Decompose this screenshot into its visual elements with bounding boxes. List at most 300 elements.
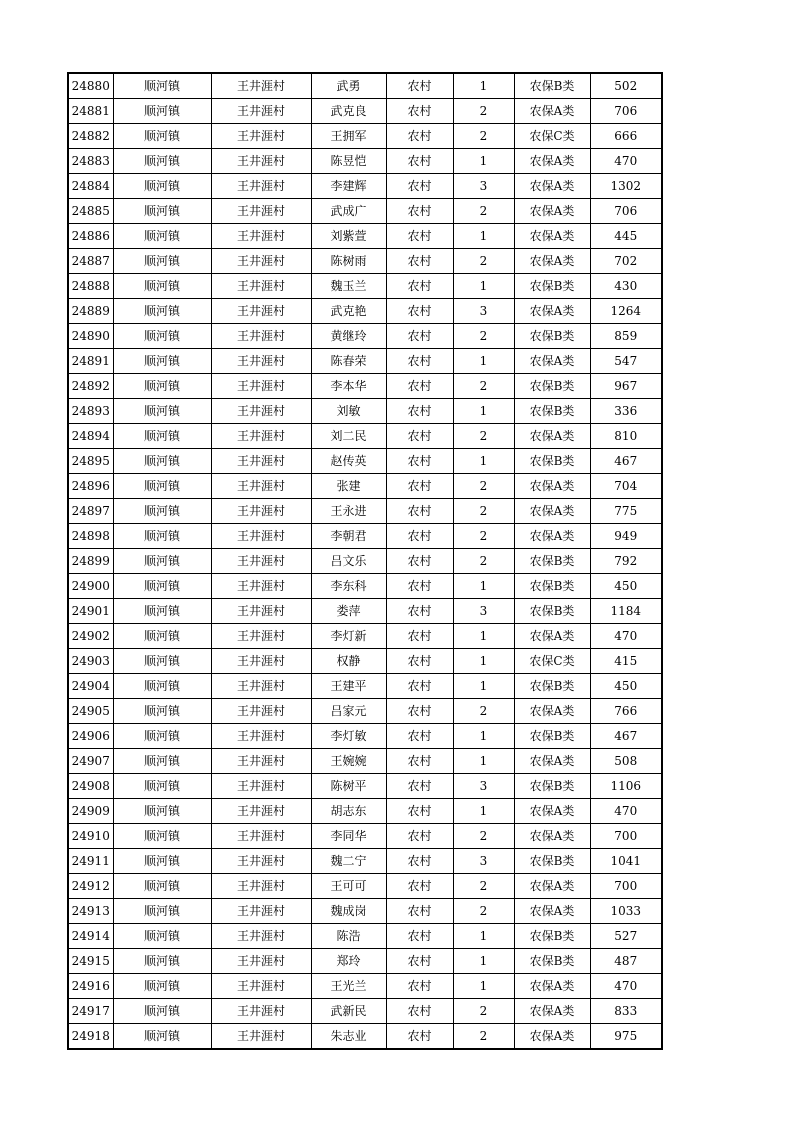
household-type-cell: 农村 <box>386 874 453 899</box>
table-row <box>68 799 662 824</box>
amount-cell: 467 <box>590 724 662 749</box>
category-cell: 农保A类 <box>514 249 590 274</box>
record-id-cell: 24896 <box>68 474 113 499</box>
village-cell: 王井涯村 <box>211 874 311 899</box>
town-cell: 顺河镇 <box>113 374 211 399</box>
name-cell: 王光兰 <box>311 974 386 999</box>
town-cell: 顺河镇 <box>113 449 211 474</box>
amount-cell: 527 <box>590 924 662 949</box>
member-count-cell: 1 <box>453 574 514 599</box>
category-cell: 农保B类 <box>514 274 590 299</box>
record-id-cell: 24880 <box>68 73 113 99</box>
village-cell: 王井涯村 <box>211 574 311 599</box>
household-type-cell: 农村 <box>386 999 453 1024</box>
record-id-cell: 24905 <box>68 699 113 724</box>
table-row <box>68 549 662 574</box>
town-cell: 顺河镇 <box>113 874 211 899</box>
record-id-cell: 24915 <box>68 949 113 974</box>
village-cell: 王井涯村 <box>211 99 311 124</box>
category-cell: 农保A类 <box>514 749 590 774</box>
amount-cell: 833 <box>590 999 662 1024</box>
town-cell: 顺河镇 <box>113 399 211 424</box>
village-cell: 王井涯村 <box>211 299 311 324</box>
category-cell: 农保A类 <box>514 149 590 174</box>
record-id-cell: 24887 <box>68 249 113 274</box>
member-count-cell: 1 <box>453 224 514 249</box>
town-cell: 顺河镇 <box>113 124 211 149</box>
village-cell: 王井涯村 <box>211 524 311 549</box>
amount-cell: 508 <box>590 749 662 774</box>
household-type-cell: 农村 <box>386 274 453 299</box>
village-cell: 王井涯村 <box>211 624 311 649</box>
member-count-cell: 1 <box>453 674 514 699</box>
record-id-cell: 24889 <box>68 299 113 324</box>
village-cell: 王井涯村 <box>211 399 311 424</box>
village-cell: 王井涯村 <box>211 924 311 949</box>
record-id-cell: 24917 <box>68 999 113 1024</box>
town-cell: 顺河镇 <box>113 599 211 624</box>
table-row <box>68 574 662 599</box>
table-row <box>68 124 662 149</box>
member-count-cell: 3 <box>453 599 514 624</box>
name-cell: 赵传英 <box>311 449 386 474</box>
household-type-cell: 农村 <box>386 849 453 874</box>
name-cell: 郑玲 <box>311 949 386 974</box>
village-cell: 王井涯村 <box>211 174 311 199</box>
table-row <box>68 424 662 449</box>
town-cell: 顺河镇 <box>113 574 211 599</box>
name-cell: 黄继玲 <box>311 324 386 349</box>
category-cell: 农保C类 <box>514 649 590 674</box>
table-row <box>68 899 662 924</box>
data-table <box>67 72 663 1050</box>
town-cell: 顺河镇 <box>113 224 211 249</box>
town-cell: 顺河镇 <box>113 699 211 724</box>
category-cell: 农保B类 <box>514 449 590 474</box>
name-cell: 王婉婉 <box>311 749 386 774</box>
village-cell: 王井涯村 <box>211 599 311 624</box>
table-row <box>68 324 662 349</box>
member-count-cell: 1 <box>453 649 514 674</box>
town-cell: 顺河镇 <box>113 424 211 449</box>
table-row <box>68 149 662 174</box>
record-id-cell: 24910 <box>68 824 113 849</box>
amount-cell: 1302 <box>590 174 662 199</box>
table-row <box>68 524 662 549</box>
category-cell: 农保B类 <box>514 849 590 874</box>
record-id-cell: 24918 <box>68 1024 113 1050</box>
record-id-cell: 24898 <box>68 524 113 549</box>
town-cell: 顺河镇 <box>113 999 211 1024</box>
table-row <box>68 174 662 199</box>
category-cell: 农保A类 <box>514 174 590 199</box>
village-cell: 王井涯村 <box>211 474 311 499</box>
member-count-cell: 2 <box>453 549 514 574</box>
record-id-cell: 24908 <box>68 774 113 799</box>
record-id-cell: 24892 <box>68 374 113 399</box>
amount-cell: 1033 <box>590 899 662 924</box>
village-cell: 王井涯村 <box>211 224 311 249</box>
member-count-cell: 1 <box>453 949 514 974</box>
record-id-cell: 24895 <box>68 449 113 474</box>
household-type-cell: 农村 <box>386 1024 453 1050</box>
amount-cell: 467 <box>590 449 662 474</box>
village-cell: 王井涯村 <box>211 449 311 474</box>
town-cell: 顺河镇 <box>113 774 211 799</box>
town-cell: 顺河镇 <box>113 474 211 499</box>
amount-cell: 470 <box>590 624 662 649</box>
household-type-cell: 农村 <box>386 974 453 999</box>
town-cell: 顺河镇 <box>113 499 211 524</box>
record-id-cell: 24911 <box>68 849 113 874</box>
town-cell: 顺河镇 <box>113 73 211 99</box>
town-cell: 顺河镇 <box>113 549 211 574</box>
name-cell: 武勇 <box>311 73 386 99</box>
household-type-cell: 农村 <box>386 349 453 374</box>
table-row <box>68 399 662 424</box>
name-cell: 李建辉 <box>311 174 386 199</box>
town-cell: 顺河镇 <box>113 749 211 774</box>
town-cell: 顺河镇 <box>113 249 211 274</box>
member-count-cell: 2 <box>453 249 514 274</box>
member-count-cell: 1 <box>453 974 514 999</box>
name-cell: 王可可 <box>311 874 386 899</box>
town-cell: 顺河镇 <box>113 799 211 824</box>
amount-cell: 470 <box>590 974 662 999</box>
record-id-cell: 24890 <box>68 324 113 349</box>
category-cell: 农保A类 <box>514 299 590 324</box>
table-body <box>68 73 662 1049</box>
member-count-cell: 2 <box>453 474 514 499</box>
name-cell: 陈春荣 <box>311 349 386 374</box>
amount-cell: 445 <box>590 224 662 249</box>
record-id-cell: 24883 <box>68 149 113 174</box>
name-cell: 陈昱恺 <box>311 149 386 174</box>
member-count-cell: 1 <box>453 274 514 299</box>
name-cell: 吕文乐 <box>311 549 386 574</box>
table-row <box>68 99 662 124</box>
household-type-cell: 农村 <box>386 299 453 324</box>
record-id-cell: 24897 <box>68 499 113 524</box>
town-cell: 顺河镇 <box>113 1024 211 1050</box>
village-cell: 王井涯村 <box>211 424 311 449</box>
village-cell: 王井涯村 <box>211 1024 311 1050</box>
village-cell: 王井涯村 <box>211 249 311 274</box>
town-cell: 顺河镇 <box>113 849 211 874</box>
category-cell: 农保A类 <box>514 1024 590 1050</box>
town-cell: 顺河镇 <box>113 824 211 849</box>
record-id-cell: 24885 <box>68 199 113 224</box>
name-cell: 权静 <box>311 649 386 674</box>
member-count-cell: 2 <box>453 699 514 724</box>
record-id-cell: 24894 <box>68 424 113 449</box>
record-id-cell: 24884 <box>68 174 113 199</box>
household-type-cell: 农村 <box>386 574 453 599</box>
village-cell: 王井涯村 <box>211 199 311 224</box>
village-cell: 王井涯村 <box>211 799 311 824</box>
member-count-cell: 2 <box>453 999 514 1024</box>
record-id-cell: 24886 <box>68 224 113 249</box>
record-id-cell: 24899 <box>68 549 113 574</box>
member-count-cell: 2 <box>453 899 514 924</box>
household-type-cell: 农村 <box>386 899 453 924</box>
table-row <box>68 874 662 899</box>
record-id-cell: 24906 <box>68 724 113 749</box>
category-cell: 农保A类 <box>514 524 590 549</box>
village-cell: 王井涯村 <box>211 73 311 99</box>
amount-cell: 336 <box>590 399 662 424</box>
member-count-cell: 2 <box>453 1024 514 1050</box>
record-id-cell: 24900 <box>68 574 113 599</box>
amount-cell: 430 <box>590 274 662 299</box>
member-count-cell: 1 <box>453 449 514 474</box>
category-cell: 农保A类 <box>514 199 590 224</box>
member-count-cell: 1 <box>453 349 514 374</box>
member-count-cell: 3 <box>453 774 514 799</box>
member-count-cell: 1 <box>453 799 514 824</box>
village-cell: 王井涯村 <box>211 124 311 149</box>
amount-cell: 775 <box>590 499 662 524</box>
amount-cell: 967 <box>590 374 662 399</box>
village-cell: 王井涯村 <box>211 824 311 849</box>
name-cell: 李东科 <box>311 574 386 599</box>
record-id-cell: 24903 <box>68 649 113 674</box>
category-cell: 农保B类 <box>514 324 590 349</box>
household-type-cell: 农村 <box>386 424 453 449</box>
table-row <box>68 274 662 299</box>
town-cell: 顺河镇 <box>113 149 211 174</box>
name-cell: 朱志业 <box>311 1024 386 1050</box>
village-cell: 王井涯村 <box>211 649 311 674</box>
member-count-cell: 2 <box>453 424 514 449</box>
name-cell: 胡志东 <box>311 799 386 824</box>
town-cell: 顺河镇 <box>113 274 211 299</box>
member-count-cell: 2 <box>453 99 514 124</box>
member-count-cell: 1 <box>453 624 514 649</box>
table-row <box>68 374 662 399</box>
village-cell: 王井涯村 <box>211 374 311 399</box>
amount-cell: 470 <box>590 799 662 824</box>
town-cell: 顺河镇 <box>113 324 211 349</box>
amount-cell: 1041 <box>590 849 662 874</box>
member-count-cell: 1 <box>453 924 514 949</box>
record-id-cell: 24913 <box>68 899 113 924</box>
village-cell: 王井涯村 <box>211 349 311 374</box>
member-count-cell: 2 <box>453 499 514 524</box>
member-count-cell: 1 <box>453 149 514 174</box>
amount-cell: 470 <box>590 149 662 174</box>
household-type-cell: 农村 <box>386 624 453 649</box>
name-cell: 李朝君 <box>311 524 386 549</box>
town-cell: 顺河镇 <box>113 199 211 224</box>
village-cell: 王井涯村 <box>211 549 311 574</box>
village-cell: 王井涯村 <box>211 499 311 524</box>
household-type-cell: 农村 <box>386 124 453 149</box>
household-type-cell: 农村 <box>386 449 453 474</box>
table-row <box>68 599 662 624</box>
town-cell: 顺河镇 <box>113 724 211 749</box>
record-id-cell: 24916 <box>68 974 113 999</box>
amount-cell: 706 <box>590 99 662 124</box>
record-id-cell: 24907 <box>68 749 113 774</box>
amount-cell: 415 <box>590 649 662 674</box>
household-type-cell: 农村 <box>386 924 453 949</box>
record-id-cell: 24891 <box>68 349 113 374</box>
town-cell: 顺河镇 <box>113 524 211 549</box>
name-cell: 魏二宁 <box>311 849 386 874</box>
record-id-cell: 24881 <box>68 99 113 124</box>
category-cell: 农保B类 <box>514 73 590 99</box>
household-type-cell: 农村 <box>386 249 453 274</box>
table-row <box>68 674 662 699</box>
table-row <box>68 224 662 249</box>
name-cell: 李灯敏 <box>311 724 386 749</box>
record-id-cell: 24914 <box>68 924 113 949</box>
household-type-cell: 农村 <box>386 824 453 849</box>
name-cell: 武新民 <box>311 999 386 1024</box>
member-count-cell: 2 <box>453 199 514 224</box>
town-cell: 顺河镇 <box>113 949 211 974</box>
member-count-cell: 3 <box>453 174 514 199</box>
category-cell: 农保B类 <box>514 399 590 424</box>
town-cell: 顺河镇 <box>113 899 211 924</box>
table-row <box>68 624 662 649</box>
household-type-cell: 农村 <box>386 324 453 349</box>
category-cell: 农保B类 <box>514 574 590 599</box>
category-cell: 农保A类 <box>514 624 590 649</box>
table-row <box>68 749 662 774</box>
table-row <box>68 999 662 1024</box>
town-cell: 顺河镇 <box>113 299 211 324</box>
table-row <box>68 499 662 524</box>
name-cell: 刘二民 <box>311 424 386 449</box>
amount-cell: 706 <box>590 199 662 224</box>
village-cell: 王井涯村 <box>211 949 311 974</box>
town-cell: 顺河镇 <box>113 174 211 199</box>
village-cell: 王井涯村 <box>211 899 311 924</box>
table-row <box>68 249 662 274</box>
category-cell: 农保A类 <box>514 999 590 1024</box>
household-type-cell: 农村 <box>386 73 453 99</box>
table-row <box>68 699 662 724</box>
category-cell: 农保A类 <box>514 974 590 999</box>
amount-cell: 700 <box>590 874 662 899</box>
name-cell: 王永进 <box>311 499 386 524</box>
table-row <box>68 974 662 999</box>
member-count-cell: 1 <box>453 399 514 424</box>
village-cell: 王井涯村 <box>211 274 311 299</box>
category-cell: 农保A类 <box>514 224 590 249</box>
name-cell: 武成广 <box>311 199 386 224</box>
village-cell: 王井涯村 <box>211 724 311 749</box>
amount-cell: 450 <box>590 574 662 599</box>
amount-cell: 547 <box>590 349 662 374</box>
table-row <box>68 849 662 874</box>
name-cell: 李灯新 <box>311 624 386 649</box>
table-row <box>68 349 662 374</box>
household-type-cell: 农村 <box>386 699 453 724</box>
household-type-cell: 农村 <box>386 499 453 524</box>
village-cell: 王井涯村 <box>211 974 311 999</box>
name-cell: 王建平 <box>311 674 386 699</box>
name-cell: 武克艳 <box>311 299 386 324</box>
village-cell: 王井涯村 <box>211 774 311 799</box>
record-id-cell: 24901 <box>68 599 113 624</box>
household-type-cell: 农村 <box>386 649 453 674</box>
category-cell: 农保B类 <box>514 774 590 799</box>
amount-cell: 1106 <box>590 774 662 799</box>
category-cell: 农保A类 <box>514 824 590 849</box>
amount-cell: 766 <box>590 699 662 724</box>
record-id-cell: 24909 <box>68 799 113 824</box>
category-cell: 农保B类 <box>514 374 590 399</box>
member-count-cell: 2 <box>453 874 514 899</box>
amount-cell: 1264 <box>590 299 662 324</box>
town-cell: 顺河镇 <box>113 974 211 999</box>
table-row <box>68 1024 662 1050</box>
village-cell: 王井涯村 <box>211 749 311 774</box>
town-cell: 顺河镇 <box>113 624 211 649</box>
member-count-cell: 2 <box>453 374 514 399</box>
record-id-cell: 24902 <box>68 624 113 649</box>
household-type-cell: 农村 <box>386 799 453 824</box>
category-cell: 农保A类 <box>514 99 590 124</box>
category-cell: 农保B类 <box>514 949 590 974</box>
amount-cell: 949 <box>590 524 662 549</box>
household-type-cell: 农村 <box>386 774 453 799</box>
table-row <box>68 949 662 974</box>
name-cell: 魏玉兰 <box>311 274 386 299</box>
amount-cell: 810 <box>590 424 662 449</box>
category-cell: 农保B类 <box>514 549 590 574</box>
record-id-cell: 24882 <box>68 124 113 149</box>
amount-cell: 666 <box>590 124 662 149</box>
member-count-cell: 2 <box>453 324 514 349</box>
member-count-cell: 1 <box>453 749 514 774</box>
name-cell: 李同华 <box>311 824 386 849</box>
name-cell: 刘紫萱 <box>311 224 386 249</box>
household-type-cell: 农村 <box>386 374 453 399</box>
name-cell: 娄萍 <box>311 599 386 624</box>
name-cell: 陈树平 <box>311 774 386 799</box>
village-cell: 王井涯村 <box>211 674 311 699</box>
name-cell: 陈浩 <box>311 924 386 949</box>
amount-cell: 700 <box>590 824 662 849</box>
village-cell: 王井涯村 <box>211 699 311 724</box>
household-type-cell: 农村 <box>386 949 453 974</box>
amount-cell: 792 <box>590 549 662 574</box>
amount-cell: 704 <box>590 474 662 499</box>
member-count-cell: 2 <box>453 824 514 849</box>
household-type-cell: 农村 <box>386 599 453 624</box>
amount-cell: 702 <box>590 249 662 274</box>
record-id-cell: 24912 <box>68 874 113 899</box>
household-type-cell: 农村 <box>386 174 453 199</box>
village-cell: 王井涯村 <box>211 849 311 874</box>
table-row <box>68 724 662 749</box>
household-type-cell: 农村 <box>386 199 453 224</box>
member-count-cell: 1 <box>453 724 514 749</box>
amount-cell: 502 <box>590 73 662 99</box>
table-row <box>68 924 662 949</box>
village-cell: 王井涯村 <box>211 999 311 1024</box>
category-cell: 农保A类 <box>514 349 590 374</box>
household-type-cell: 农村 <box>386 474 453 499</box>
category-cell: 农保A类 <box>514 424 590 449</box>
category-cell: 农保C类 <box>514 124 590 149</box>
town-cell: 顺河镇 <box>113 924 211 949</box>
household-type-cell: 农村 <box>386 99 453 124</box>
